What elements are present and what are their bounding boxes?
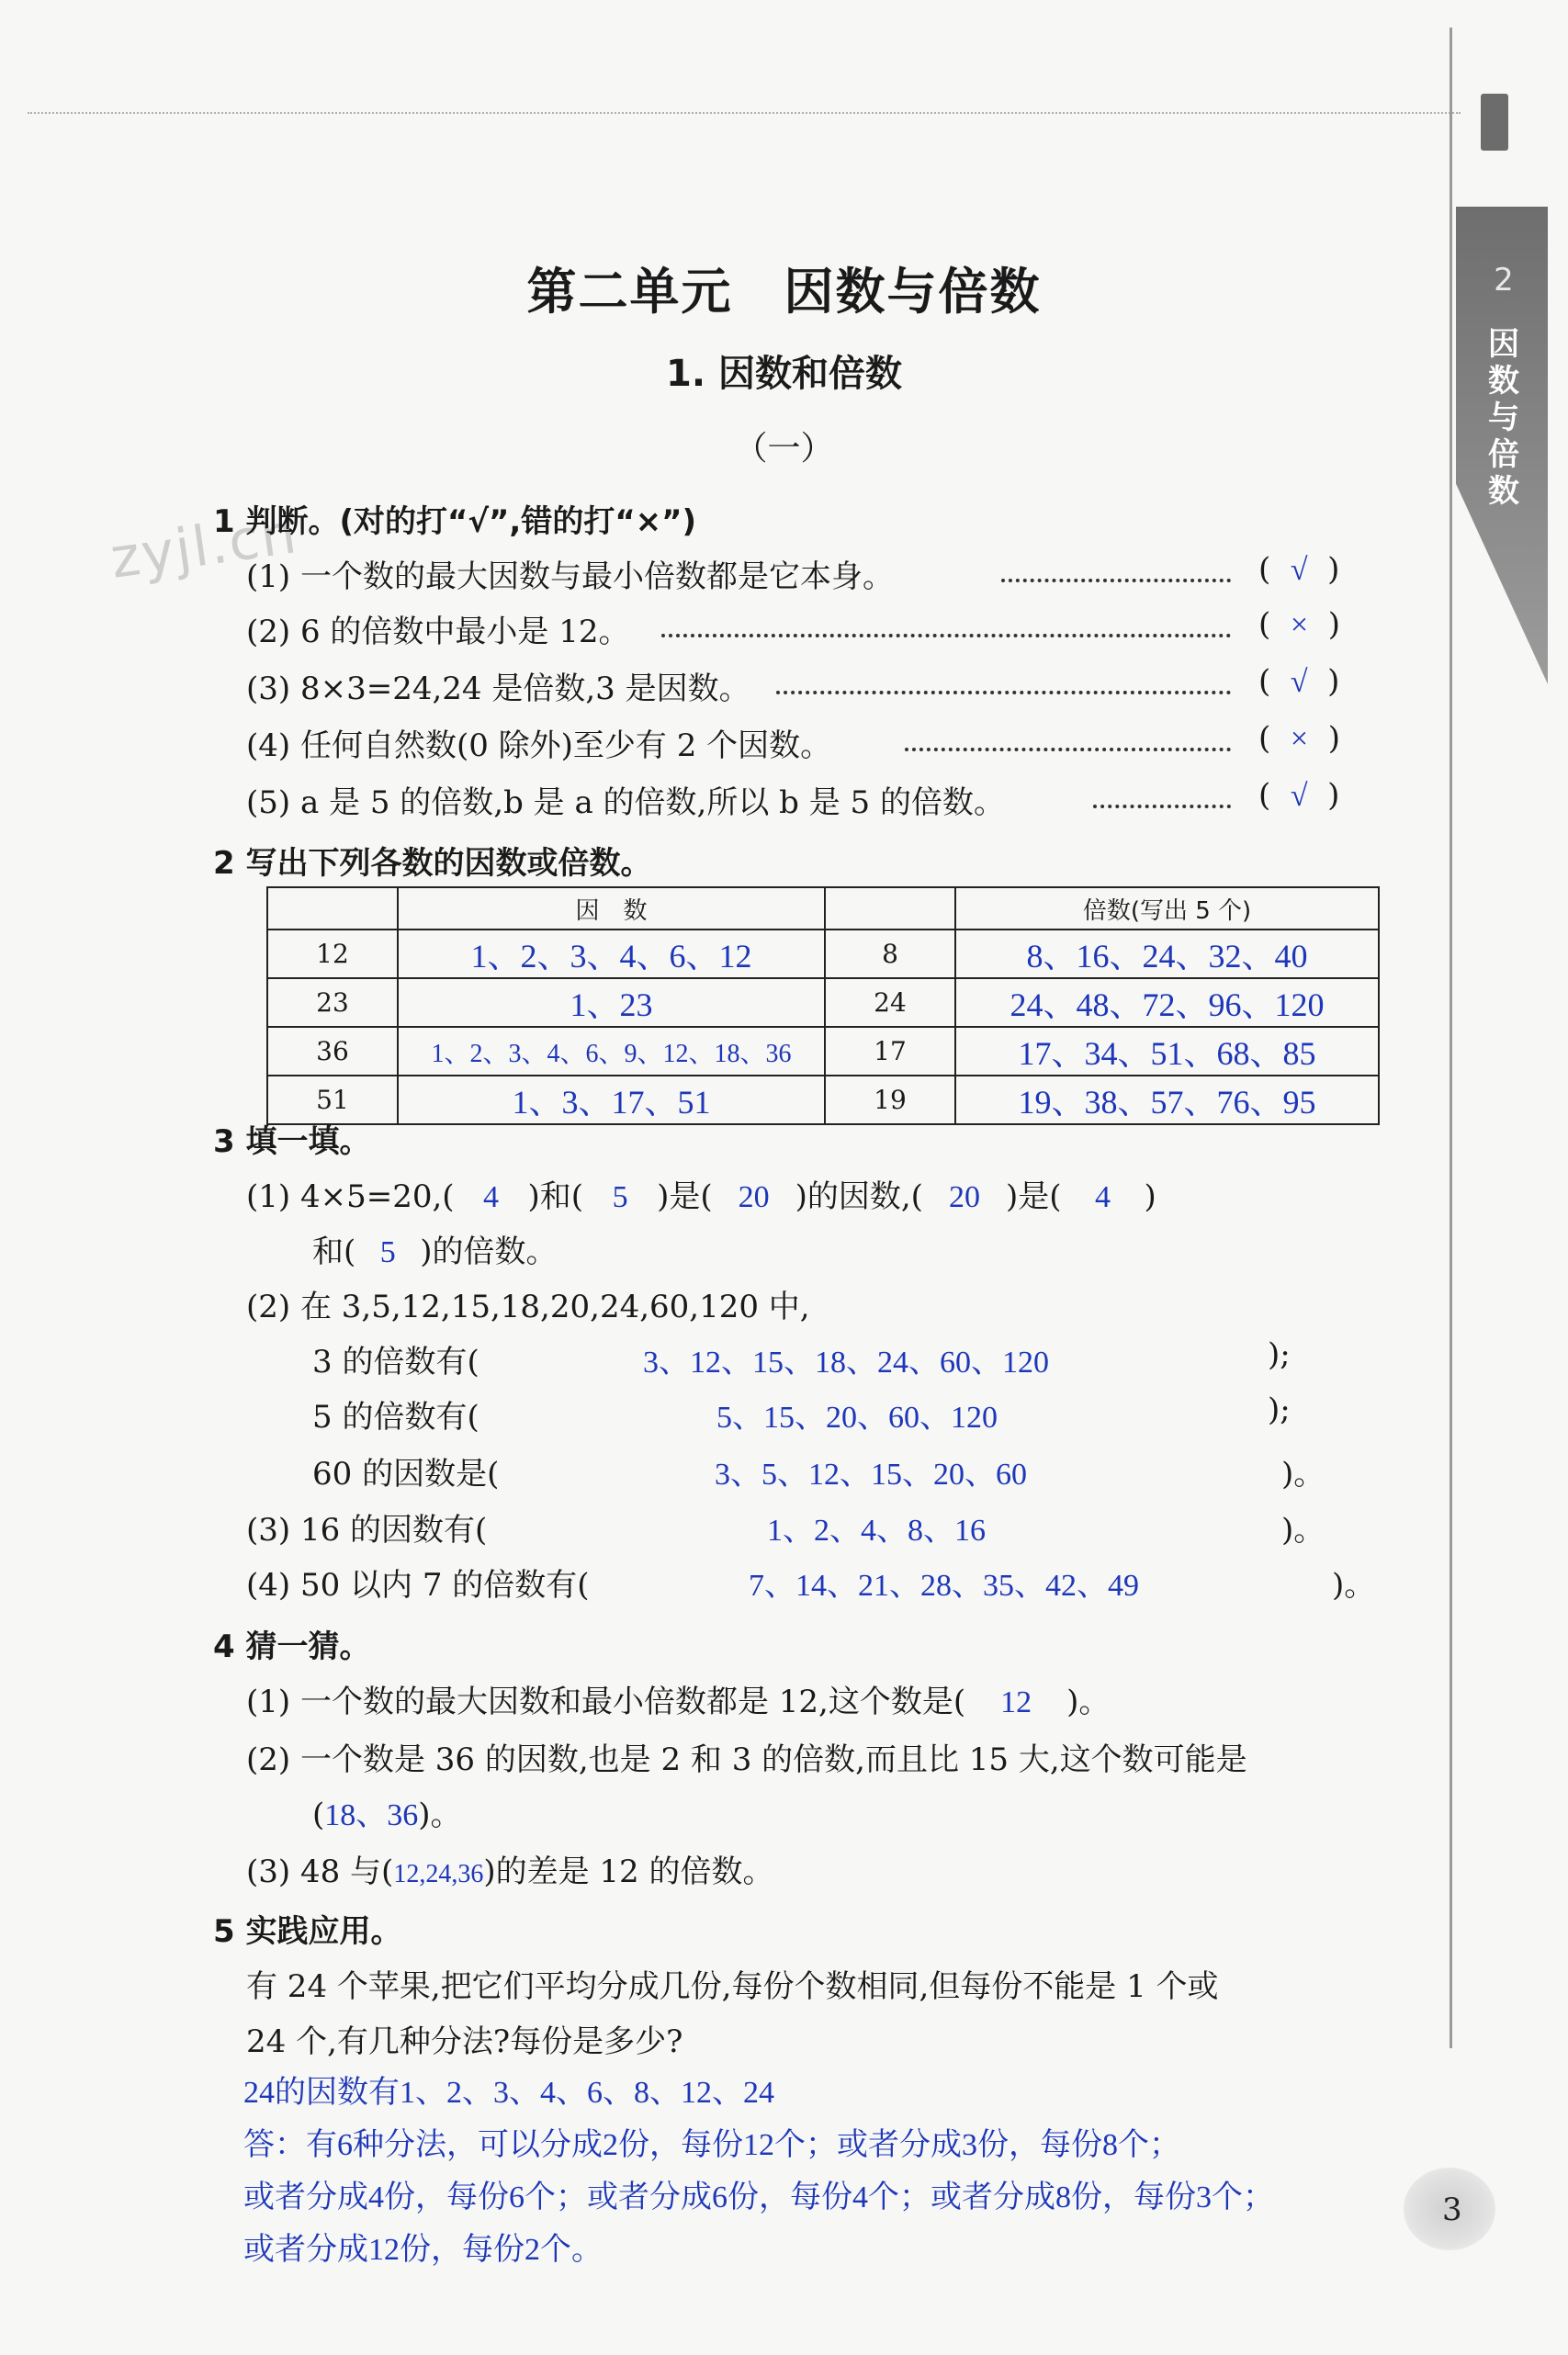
q4-text: )的差是 12 的倍数。 — [483, 1854, 774, 1890]
q1-leader-3 — [776, 691, 1231, 694]
q4-text: )。 — [418, 1797, 462, 1833]
table-header-multiples: 倍数(写出 5 个) — [955, 887, 1379, 930]
q4-part-1 — [246, 1676, 1110, 1721]
q1-leader-1 — [1001, 579, 1231, 582]
q5-heading: 5 实践应用。 — [213, 1913, 402, 1950]
q3-part-4-label: (4) 50 以内 7 的倍数有( — [246, 1567, 590, 1604]
table-multiples-cell: 17、34、51、68、85 — [955, 1027, 1379, 1076]
side-tab-title: 因数与倍数 — [1488, 326, 1519, 510]
q3-part-2-answer-3: 3、5、12、15、20、60 — [715, 1458, 1027, 1492]
q3-text: )和( — [527, 1178, 584, 1215]
q3-part-4-answer: 7、14、21、28、35、42、49 — [749, 1569, 1139, 1603]
q1-item-5: (5) a 是 5 的倍数,b 是 a 的倍数,所以 b 是 5 的倍数。 — [246, 784, 1005, 821]
q3-text: )是( — [657, 1178, 713, 1215]
q3-answer-6: 5 — [379, 1235, 396, 1269]
unit-title: 第二单元 因数与倍数 — [526, 262, 1042, 321]
table-number-cell: 23 — [267, 978, 398, 1027]
q5-problem-line-1: 有 24 个苹果,把它们平均分成几份,每份个数相同,但每份不能是 1 个或 — [246, 1968, 1219, 2005]
q5-problem-line-2: 24 个,有几种分法?每份是多少? — [246, 2023, 683, 2060]
q1-answer-4: × — [1290, 722, 1309, 756]
q1-item-4: (4) 任何自然数(0 除外)至少有 2 个因数。 — [246, 727, 832, 764]
q3-part-2-answer-1: 3、12、15、18、24、60、120 — [643, 1346, 1049, 1380]
q3-text: )是( — [1005, 1178, 1062, 1215]
q4-answer-2: 18、36 — [324, 1798, 419, 1832]
q1-leader-4 — [905, 748, 1231, 751]
q3-answer-4: 20 — [948, 1180, 980, 1214]
q4-part-3 — [246, 1846, 773, 1891]
q5-answer-line-3: 或者分成4份，每份6个；或者分成6份，每份4个；或者分成8份，每份3个； — [243, 2180, 1274, 2214]
q3-part-3-label: (3) 16 的因数有( — [246, 1512, 488, 1549]
table-number-cell: 51 — [267, 1076, 398, 1124]
q1-leader-5 — [1093, 805, 1231, 808]
factors-multiples-table — [266, 886, 1380, 1125]
q1-heading: 1 判断。(对的打“√”,错的打“×”) — [213, 503, 697, 540]
q3-answer-5: 4 — [1094, 1180, 1111, 1214]
q1-answer-box-1: ( √ ) — [1258, 551, 1340, 588]
q3-part-1-line-1 — [246, 1171, 1156, 1216]
q3-part-1-line-2 — [312, 1226, 558, 1271]
q5-answer-line-4: 或者分成12份，每份2个。 — [243, 2233, 603, 2267]
table-multiples-cell: 19、38、57、76、95 — [955, 1076, 1379, 1124]
q2-heading: 2 写出下列各数的因数或倍数。 — [213, 845, 652, 882]
q4-answer-3: 12,24,36 — [393, 1860, 484, 1888]
q3-part-2-end-2: ); — [1268, 1392, 1291, 1428]
table-multiples-cell: 8、16、24、32、40 — [955, 930, 1379, 978]
q3-part-2-end-1: ); — [1268, 1336, 1291, 1373]
q3-part-2-intro: (2) 在 3,5,12,15,18,20,24,60,120 中, — [246, 1289, 810, 1325]
q1-answer-box-3: ( √ ) — [1258, 663, 1340, 700]
q3-text: )的因数,( — [795, 1178, 923, 1215]
q4-text: (3) 48 与( — [246, 1854, 394, 1890]
table-row — [267, 1076, 1379, 1124]
lesson-title: 1. 因数和倍数 — [666, 353, 902, 395]
q1-answer-3: √ — [1290, 665, 1308, 699]
table-header-blank-2 — [825, 887, 955, 930]
table-row — [267, 930, 1379, 978]
table-factors-cell: 1、2、3、4、6、12 — [398, 930, 825, 978]
q3-answer-3: 20 — [738, 1180, 770, 1214]
q3-heading: 3 填一填。 — [213, 1123, 371, 1160]
table-number-cell: 24 — [825, 978, 955, 1027]
table-factors-cell: 1、3、17、51 — [398, 1076, 825, 1124]
q3-part-4-end: )。 — [1332, 1567, 1376, 1604]
table-row — [267, 978, 1379, 1027]
table-row — [267, 1027, 1379, 1076]
q1-answer-box-2: ( × ) — [1258, 606, 1340, 643]
q3-text: (1) 4×5=20,( — [246, 1178, 455, 1215]
page-number: 3 — [1442, 2192, 1462, 2228]
q3-part-3-end: )。 — [1281, 1512, 1325, 1549]
table-factors-cell: 1、2、3、4、6、9、12、18、36 — [398, 1027, 825, 1076]
table-header-factors: 因 数 — [398, 887, 825, 930]
q1-answer-box-4: ( × ) — [1258, 720, 1340, 757]
q1-answer-5: √ — [1290, 779, 1308, 813]
q3-part-2-label-2: 5 的倍数有( — [312, 1399, 479, 1436]
table-number-cell: 12 — [267, 930, 398, 978]
q4-text: ( — [312, 1797, 325, 1833]
table-header-blank-1 — [267, 887, 398, 930]
side-tab-number: 2 — [1494, 262, 1514, 299]
q5-answer-line-1: 24的因数有1、2、3、4、6、8、12、24 — [243, 2076, 774, 2110]
q1-item-3: (3) 8×3=24,24 是倍数,3 是因数。 — [246, 670, 750, 707]
part-title: （一） — [734, 430, 834, 468]
q4-text: (1) 一个数的最大因数和最小倍数都是 12,这个数是( — [246, 1684, 966, 1720]
page-edge-line — [1450, 28, 1452, 2048]
q3-part-3-answer: 1、2、4、8、16 — [767, 1514, 986, 1548]
watermark: zyjl.cn — [107, 501, 302, 592]
table-multiples-cell: 24、48、72、96、120 — [955, 978, 1379, 1027]
q3-part-2-label-1: 3 的倍数有( — [312, 1344, 479, 1380]
table-header-row — [267, 887, 1379, 930]
q4-part-2-line-2 — [312, 1789, 462, 1834]
table-number-cell: 17 — [825, 1027, 955, 1076]
q1-item-2: (2) 6 的倍数中最小是 12。 — [246, 614, 630, 650]
q3-part-2-end-3: )。 — [1281, 1456, 1325, 1493]
q1-item-1: (1) 一个数的最大因数与最小倍数都是它本身。 — [246, 558, 894, 595]
top-dotted-rule — [28, 112, 1461, 114]
page-number-badge — [1404, 2168, 1495, 2250]
q1-answer-1: √ — [1290, 553, 1308, 587]
table-number-cell: 36 — [267, 1027, 398, 1076]
table-number-cell: 19 — [825, 1076, 955, 1124]
q3-answer-1: 4 — [483, 1180, 500, 1214]
q1-leader-2 — [661, 634, 1231, 637]
q3-part-2-label-3: 60 的因数是( — [312, 1456, 500, 1493]
q1-answer-2: × — [1290, 608, 1309, 642]
q3-answer-2: 5 — [612, 1180, 628, 1214]
q3-text: )的倍数。 — [420, 1234, 558, 1270]
q4-answer-1: 12 — [1000, 1685, 1032, 1719]
side-marker — [1481, 94, 1508, 151]
table-factors-cell: 1、23 — [398, 978, 825, 1027]
q1-answer-box-5: ( √ ) — [1258, 777, 1340, 814]
q4-text: )。 — [1066, 1684, 1111, 1720]
q3-part-2-answer-2: 5、15、20、60、120 — [716, 1401, 998, 1435]
q4-heading: 4 猜一猜。 — [213, 1628, 371, 1665]
q4-part-2-line-1: (2) 一个数是 36 的因数,也是 2 和 3 的倍数,而且比 15 大,这个数可能是 — [246, 1741, 1247, 1778]
q5-answer-line-2: 答：有6种分法，可以分成2份，每份12个；或者分成3份，每份8个； — [243, 2128, 1180, 2162]
q3-text: ) — [1144, 1178, 1156, 1215]
table-number-cell: 8 — [825, 930, 955, 978]
q3-text: 和( — [312, 1234, 356, 1270]
